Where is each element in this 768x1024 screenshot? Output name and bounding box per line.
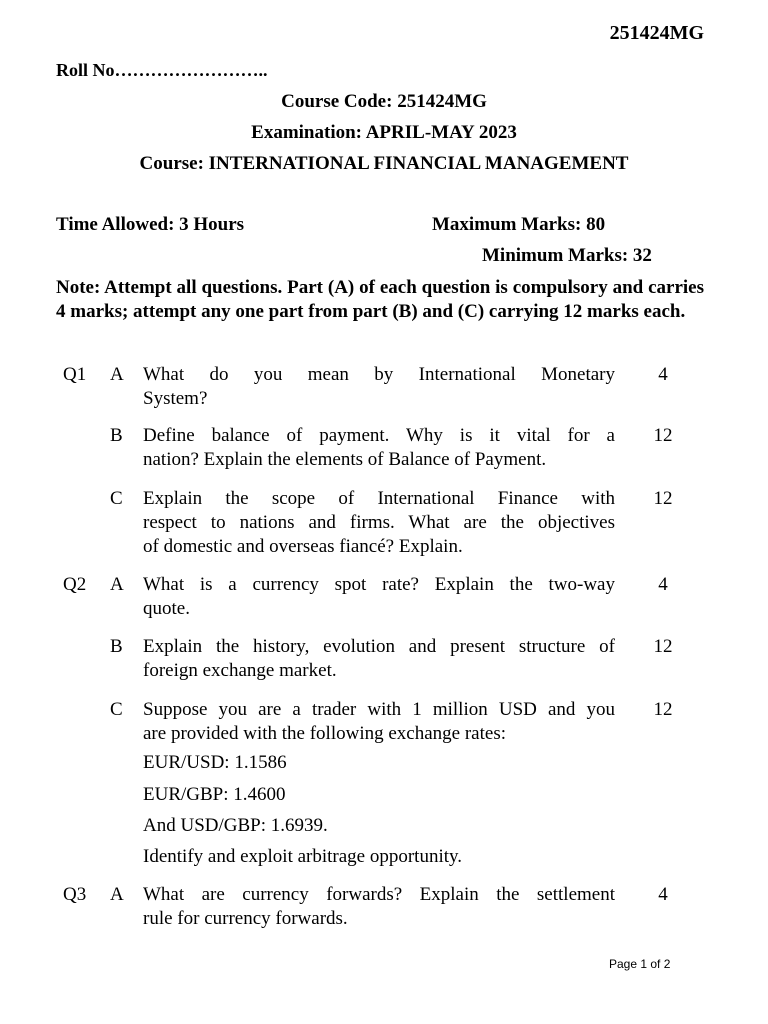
question-line: Suppose you are a trader with 1 million USD and you xyxy=(143,699,615,720)
part-label: A xyxy=(110,884,124,905)
question-line: What are currency forwards? Explain the settlement xyxy=(143,884,615,905)
part-label: C xyxy=(110,699,123,720)
question-number: Q1 xyxy=(63,364,87,385)
marks: 12 xyxy=(653,425,673,446)
course-code-top: 251424MG xyxy=(609,22,704,44)
instructions-note: Note: Attempt all questions. Part (A) of each question is compulsory and carries 4 marks; attempt any one part from part (B) and (C) carrying 12 marks each. xyxy=(56,277,704,322)
part-label: C xyxy=(110,488,123,509)
question-text xyxy=(143,883,615,931)
time-allowed: Time Allowed: 3 Hours xyxy=(56,214,245,235)
course-heading: Course: INTERNATIONAL FINANCIAL MANAGEMENT xyxy=(139,153,629,174)
part-label: A xyxy=(110,364,124,385)
part-label: B xyxy=(110,636,123,657)
question-number: Q2 xyxy=(63,574,87,595)
part-label: A xyxy=(110,574,124,595)
question-text xyxy=(143,487,615,559)
question-line: Define balance of payment. Why is it vital for a xyxy=(143,425,615,446)
examination-heading: Examination: APRIL-MAY 2023 xyxy=(251,122,517,143)
question-text xyxy=(143,698,615,746)
page-number: Page 1 of 2 xyxy=(609,957,671,971)
question-line: foreign exchange market. xyxy=(143,660,337,681)
question-line: are provided with the following exchange rates: xyxy=(143,723,506,744)
course-code-heading: Course Code: 251424MG xyxy=(281,91,487,112)
marks: 4 xyxy=(658,574,668,595)
roll-number-field: Roll No…………………….. xyxy=(56,60,268,80)
marks: 4 xyxy=(658,884,668,905)
question-text xyxy=(143,635,615,683)
marks: 12 xyxy=(653,699,673,720)
question-line: rule for currency forwards. xyxy=(143,908,348,929)
question-line: Explain the history, evolution and present structure of xyxy=(143,636,615,657)
marks: 4 xyxy=(658,364,668,385)
marks: 12 xyxy=(653,488,673,509)
maximum-marks: Maximum Marks: 80 xyxy=(432,214,606,235)
question-line: respect to nations and firms. What are the objectives xyxy=(143,512,615,533)
question-line: Explain the scope of International Finance with xyxy=(143,488,615,509)
question-number: Q3 xyxy=(63,884,87,905)
marks: 12 xyxy=(653,636,673,657)
question-line: System? xyxy=(143,388,208,409)
part-label: B xyxy=(110,425,123,446)
arbitrage-instruction: Identify and exploit arbitrage opportunity. xyxy=(143,846,463,867)
exchange-rate-eur-gbp: EUR/GBP: 1.4600 xyxy=(143,784,286,805)
question-line: of domestic and overseas fiancé? Explain. xyxy=(143,536,463,557)
question-line: What is a currency spot rate? Explain the two-way xyxy=(143,574,615,595)
exchange-rate-eur-usd: EUR/USD: 1.1586 xyxy=(143,752,287,773)
exchange-rate-usd-gbp: And USD/GBP: 1.6939. xyxy=(143,815,328,836)
question-line: What do you mean by International Monetary xyxy=(143,364,615,385)
question-line: quote. xyxy=(143,598,190,619)
minimum-marks: Minimum Marks: 32 xyxy=(482,245,652,266)
question-text xyxy=(143,573,615,621)
question-text xyxy=(143,363,615,411)
question-text xyxy=(143,424,615,472)
question-line: nation? Explain the elements of Balance of Payment. xyxy=(143,449,547,470)
